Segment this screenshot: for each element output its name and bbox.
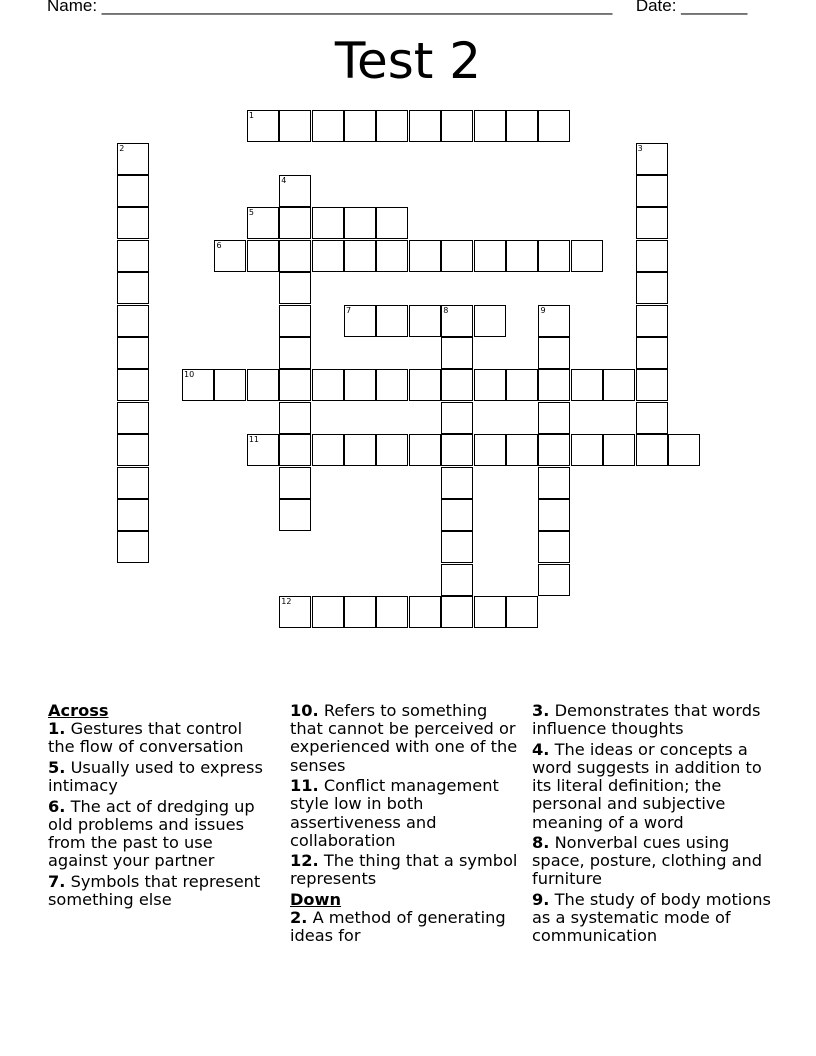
crossword-cell[interactable] — [506, 240, 538, 272]
crossword-cell[interactable] — [117, 434, 149, 466]
clue-text: Demonstrates that words influence thoughts — [532, 701, 761, 739]
crossword-cell[interactable] — [312, 596, 344, 628]
crossword-cell[interactable] — [668, 434, 700, 466]
clue-text: The act of dredging up old problems and issues from the past to use against your partner — [48, 796, 255, 871]
crossword-cell[interactable] — [441, 531, 473, 563]
clue-item — [290, 702, 524, 775]
crossword-cell[interactable] — [376, 207, 408, 239]
crossword-cell[interactable] — [279, 467, 311, 499]
crossword-cell[interactable] — [117, 402, 149, 434]
clue-number: 10 — [184, 370, 195, 380]
crossword-cell[interactable] — [441, 434, 473, 466]
crossword-cell[interactable] — [538, 499, 570, 531]
clue-text: Nonverbal cues using space, posture, clothing and furniture — [532, 833, 763, 889]
crossword-cell[interactable] — [636, 207, 668, 239]
crossword-cell[interactable] — [344, 207, 376, 239]
clue-text: The ideas or concepts a word suggests in addition to its literal definition; the personal and subjective meaning of a word — [532, 739, 762, 832]
clue-number: 5 — [248, 208, 254, 218]
clue-number: 3 — [637, 143, 643, 153]
clue-number: 9 — [540, 305, 546, 315]
crossword-cell[interactable] — [636, 434, 668, 466]
clue-number-label: 3. — [532, 701, 550, 720]
crossword-cell[interactable] — [279, 272, 311, 304]
clue-number: 2 — [119, 143, 125, 153]
clue-text: The thing that a symbol represents — [290, 851, 518, 889]
clue-number: 6 — [216, 240, 222, 250]
crossword-cell[interactable] — [474, 434, 506, 466]
crossword-cell[interactable] — [117, 207, 149, 239]
crossword-cell[interactable] — [376, 305, 408, 337]
crossword-cell[interactable] — [603, 434, 635, 466]
crossword-cell[interactable] — [409, 369, 441, 401]
crossword-cell[interactable] — [506, 434, 538, 466]
clue-text: Symbols that represent something else — [48, 871, 261, 909]
crossword-cell[interactable] — [636, 337, 668, 369]
clue-text: Conflict management style low in both assertiveness and collaboration — [290, 776, 499, 850]
crossword-cell[interactable] — [441, 596, 473, 628]
crossword-cell[interactable] — [538, 434, 570, 466]
clues-column-3 — [532, 702, 772, 948]
crossword-cell[interactable] — [636, 272, 668, 304]
crossword-cell[interactable] — [279, 305, 311, 337]
crossword-cell[interactable] — [409, 434, 441, 466]
clue-item — [48, 720, 270, 756]
crossword-cell[interactable] — [474, 110, 506, 142]
clue-item — [48, 798, 270, 871]
across-heading: Across — [48, 701, 109, 720]
crossword-cell[interactable] — [117, 305, 149, 337]
clue-item — [290, 777, 524, 850]
crossword-cell[interactable] — [441, 564, 473, 596]
crossword-cell[interactable] — [441, 499, 473, 531]
crossword-cell[interactable] — [538, 564, 570, 596]
crossword-cell[interactable] — [538, 402, 570, 434]
crossword-cell[interactable] — [571, 240, 603, 272]
crossword-cell[interactable] — [279, 337, 311, 369]
crossword-cell[interactable] — [636, 175, 668, 207]
crossword-cell[interactable] — [441, 240, 473, 272]
name-field[interactable]: Name: ______________________________________________________ — [47, 0, 613, 15]
crossword-cell[interactable] — [279, 434, 311, 466]
crossword-cell[interactable] — [247, 110, 279, 142]
crossword-cell[interactable] — [538, 531, 570, 563]
crossword-cell[interactable] — [312, 434, 344, 466]
clue-number-label: 4. — [532, 739, 550, 759]
crossword-cell[interactable] — [117, 499, 149, 531]
crossword-cell[interactable] — [312, 369, 344, 401]
crossword-cell[interactable] — [344, 110, 376, 142]
crossword-cell[interactable] — [441, 402, 473, 434]
clue-item — [532, 702, 772, 738]
clue-number: 1 — [248, 111, 254, 121]
crossword-cell[interactable] — [279, 596, 311, 628]
crossword-cell[interactable] — [376, 596, 408, 628]
crossword-cell[interactable] — [344, 596, 376, 628]
crossword-cell[interactable] — [506, 596, 538, 628]
crossword-cell[interactable] — [571, 369, 603, 401]
date-field[interactable]: Date: _______ — [635, 0, 748, 15]
clue-item — [532, 741, 772, 832]
clue-number-label: 10. — [290, 701, 319, 720]
clue-number-label: 12. — [290, 851, 319, 871]
crossword-cell[interactable] — [538, 369, 570, 401]
crossword-cell[interactable] — [117, 272, 149, 304]
crossword-cell[interactable] — [214, 369, 246, 401]
crossword-cell[interactable] — [117, 240, 149, 272]
crossword-cell[interactable] — [636, 305, 668, 337]
clue-number: 8 — [443, 305, 449, 315]
crossword-cell[interactable] — [312, 207, 344, 239]
clue-number-label: 5. — [48, 757, 66, 777]
crossword-cell[interactable] — [117, 369, 149, 401]
crossword-cell[interactable] — [636, 402, 668, 434]
clue-item — [48, 873, 270, 909]
clue-item — [290, 909, 524, 945]
crossword-cell[interactable] — [279, 240, 311, 272]
crossword-cell[interactable] — [279, 402, 311, 434]
clue-item — [48, 759, 270, 795]
crossword-cell[interactable] — [279, 175, 311, 207]
crossword-cell[interactable] — [117, 531, 149, 563]
crossword-cell[interactable] — [376, 369, 408, 401]
crossword-cell[interactable] — [344, 369, 376, 401]
crossword-cell[interactable] — [214, 240, 246, 272]
crossword-cell[interactable] — [344, 434, 376, 466]
crossword-cell[interactable] — [279, 499, 311, 531]
crossword-cell[interactable] — [636, 369, 668, 401]
clue-item — [532, 891, 772, 946]
crossword-cell[interactable] — [247, 240, 279, 272]
crossword-cell[interactable] — [409, 240, 441, 272]
crossword-cell[interactable] — [636, 240, 668, 272]
down-heading: Down — [290, 889, 342, 909]
crossword-cell[interactable] — [117, 337, 149, 369]
clue-number-label: 6. — [48, 796, 66, 816]
clue-text: Gestures that control the flow of conversation — [48, 719, 244, 757]
crossword-cell[interactable] — [441, 337, 473, 369]
clues-column-1 — [48, 702, 270, 911]
clue-number: 7 — [346, 305, 352, 315]
clue-number-label: 11. — [290, 776, 319, 796]
crossword-cell[interactable] — [441, 369, 473, 401]
crossword-cell[interactable] — [376, 434, 408, 466]
crossword-cell[interactable] — [603, 369, 635, 401]
crossword-cell[interactable] — [538, 305, 570, 337]
crossword-cell[interactable] — [376, 240, 408, 272]
crossword-cell[interactable] — [506, 369, 538, 401]
clue-number-label: 9. — [532, 889, 550, 909]
crossword-cell[interactable] — [636, 143, 668, 175]
crossword-cell[interactable] — [474, 305, 506, 337]
clue-text: Refers to something that cannot be perceived or experienced with one of the senses — [290, 701, 518, 775]
crossword-cell[interactable] — [474, 240, 506, 272]
clue-text: A method of generating ideas for — [290, 908, 506, 946]
clue-text: Usually used to express intimacy — [48, 757, 263, 796]
crossword-cell[interactable] — [279, 110, 311, 142]
clues-column-2 — [290, 702, 524, 948]
crossword-cell[interactable] — [312, 240, 344, 272]
crossword-cell[interactable] — [117, 467, 149, 499]
clue-number-label: 1. — [48, 719, 66, 739]
clue-number: 11 — [248, 435, 260, 445]
clue-number: 12 — [281, 597, 292, 607]
crossword-cell[interactable] — [344, 240, 376, 272]
crossword-cell[interactable] — [538, 467, 570, 499]
crossword-cell[interactable] — [247, 434, 279, 466]
clue-item — [290, 852, 524, 888]
clue-number: 4 — [281, 176, 287, 186]
page-title: Test 2 — [334, 32, 482, 90]
crossword-cell[interactable] — [474, 596, 506, 628]
clue-item — [532, 834, 772, 889]
crossword-cell[interactable] — [312, 110, 344, 142]
crossword-cell[interactable] — [247, 369, 279, 401]
crossword-cell[interactable] — [538, 110, 570, 142]
clue-text: The study of body motions as a systematic mode of communication — [532, 889, 771, 946]
crossword-cell[interactable] — [474, 369, 506, 401]
crossword-cell[interactable] — [441, 110, 473, 142]
crossword-cell[interactable] — [441, 305, 473, 337]
crossword-cell[interactable] — [279, 207, 311, 239]
crossword-cell[interactable] — [117, 143, 149, 175]
crossword-cell[interactable] — [441, 467, 473, 499]
crossword-cell[interactable] — [538, 337, 570, 369]
crossword-cell[interactable] — [506, 110, 538, 142]
crossword-cell[interactable] — [409, 110, 441, 142]
crossword-cell[interactable] — [279, 369, 311, 401]
crossword-cell[interactable] — [182, 369, 214, 401]
crossword-cell[interactable] — [117, 175, 149, 207]
crossword-cell[interactable] — [376, 110, 408, 142]
crossword-cell[interactable] — [571, 434, 603, 466]
crossword-cell[interactable] — [538, 240, 570, 272]
clue-number-label: 7. — [48, 871, 66, 891]
crossword-cell[interactable] — [344, 305, 376, 337]
clue-number-label: 2. — [290, 908, 308, 928]
crossword-cell[interactable] — [409, 596, 441, 628]
crossword-cell[interactable] — [247, 207, 279, 239]
crossword-cell[interactable] — [409, 305, 441, 337]
clue-number-label: 8. — [532, 833, 550, 853]
